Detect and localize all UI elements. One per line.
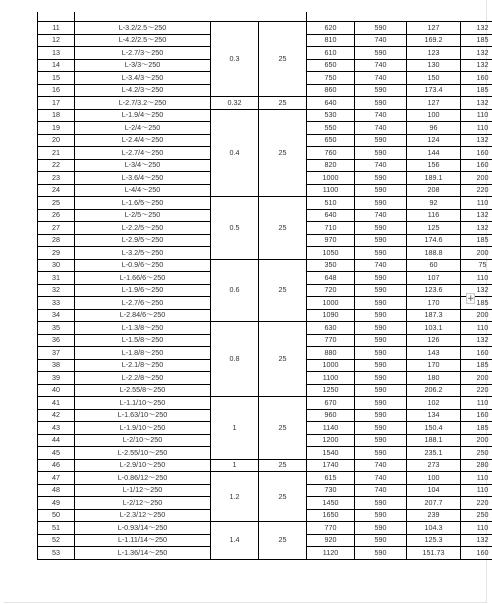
model-name-cell: L-1.63/10～250 — [75, 409, 211, 422]
model-name-cell: L-2.7/6～250 — [75, 297, 211, 310]
table-row — [38, 22, 492, 35]
value-3-cell: 102 — [407, 397, 461, 410]
value-1-cell: 1000 — [307, 172, 355, 185]
value-3-cell: 124 — [407, 134, 461, 147]
value-2-cell: 590 — [355, 47, 407, 60]
model-name-cell: L-2.9/5～250 — [75, 234, 211, 247]
row-number-cell: 13 — [38, 47, 75, 60]
model-name-cell: L-1.9/4～250 — [75, 109, 211, 122]
model-name-cell: L-4.2/3～250 — [75, 84, 211, 97]
row-number-cell: 31 — [38, 272, 75, 285]
value-4-cell: 110 — [461, 522, 492, 535]
value-3-cell: 207.7 — [407, 497, 461, 510]
value-1-cell: 1450 — [307, 497, 355, 510]
model-name-cell: L-3.4/3～250 — [75, 72, 211, 85]
value-4-cell: 185 — [461, 234, 492, 247]
model-name-cell: L-4.2/2.5～250 — [75, 34, 211, 47]
value-3-cell: 143 — [407, 347, 461, 360]
model-name-cell: L-1.5/8～250 — [75, 334, 211, 347]
value-4-cell: 200 — [461, 309, 492, 322]
value-3-cell: 126 — [407, 334, 461, 347]
model-name-cell: L-3.2/5～250 — [75, 247, 211, 260]
length-cell: 25 — [259, 322, 307, 397]
value-2-cell: 740 — [355, 159, 407, 172]
row-number-cell: 12 — [38, 34, 75, 47]
value-3-cell: 174.6 — [407, 234, 461, 247]
diameter-cell: 0.3 — [211, 22, 259, 97]
value-3-cell: 170 — [407, 297, 461, 310]
value-3-cell: 156 — [407, 159, 461, 172]
value-1-cell: 648 — [307, 272, 355, 285]
row-number-cell: 23 — [38, 172, 75, 185]
value-3-cell: 123 — [407, 47, 461, 60]
value-4-cell: 160 — [461, 347, 492, 360]
value-3-cell: 170 — [407, 359, 461, 372]
model-name-cell: L-0.86/12～250 — [75, 472, 211, 485]
value-2-cell: 590 — [355, 222, 407, 235]
model-name-cell: L-3/4～250 — [75, 159, 211, 172]
value-1-cell: 770 — [307, 334, 355, 347]
length-cell: 25 — [259, 459, 307, 472]
row-number-cell: 51 — [38, 522, 75, 535]
value-3-cell: 125.3 — [407, 534, 461, 547]
diameter-cell: 1 — [211, 397, 259, 460]
row-number-cell: 16 — [38, 84, 75, 97]
model-name-cell: L-2/5～250 — [75, 209, 211, 222]
value-2-cell: 590 — [355, 434, 407, 447]
value-2-cell: 590 — [355, 497, 407, 510]
row-number-cell: 19 — [38, 122, 75, 135]
row-number-cell: 39 — [38, 372, 75, 385]
length-cell: 25 — [259, 259, 307, 322]
row-number-cell: 14 — [38, 59, 75, 72]
model-name-cell: L-2.7/4～250 — [75, 147, 211, 160]
value-1-cell: 820 — [307, 159, 355, 172]
value-1-cell: 650 — [307, 134, 355, 147]
model-name-cell: L-4/4～250 — [75, 184, 211, 197]
model-name-cell: L-1/12～250 — [75, 484, 211, 497]
model-name-cell: L-2.55/10～250 — [75, 447, 211, 460]
value-3-cell: 150.4 — [407, 422, 461, 435]
value-1-cell: 650 — [307, 59, 355, 72]
value-3-cell: 187.3 — [407, 309, 461, 322]
model-name-cell: L-3.2/2.5～250 — [75, 22, 211, 35]
model-name-cell: L-2.55/8～250 — [75, 384, 211, 397]
value-1-cell: 750 — [307, 72, 355, 85]
model-name-cell: L-2.2/5～250 — [75, 222, 211, 235]
value-4-cell: 220 — [461, 384, 492, 397]
value-2-cell: 590 — [355, 184, 407, 197]
model-name-cell: L-2/10～250 — [75, 434, 211, 447]
value-1-cell: 960 — [307, 409, 355, 422]
value-4-cell: 220 — [461, 497, 492, 510]
value-2-cell: 740 — [355, 34, 407, 47]
value-1-cell: 810 — [307, 34, 355, 47]
value-1-cell: 1200 — [307, 434, 355, 447]
value-2-cell: 740 — [355, 59, 407, 72]
table-row — [38, 459, 492, 472]
value-3-cell: 188.8 — [407, 247, 461, 260]
model-name-cell: L-2.3/12～250 — [75, 509, 211, 522]
value-4-cell: 250 — [461, 447, 492, 460]
value-1-cell: 620 — [307, 22, 355, 35]
row-number-cell: 30 — [38, 259, 75, 272]
row-number-cell: 17 — [38, 97, 75, 110]
table-row — [38, 522, 492, 535]
value-4-cell: 280 — [461, 459, 492, 472]
value-3-cell: 60 — [407, 259, 461, 272]
length-cell: 25 — [259, 522, 307, 560]
spec-table — [37, 12, 492, 560]
value-1-cell: 640 — [307, 209, 355, 222]
value-2-cell: 590 — [355, 197, 407, 210]
value-1-cell: 770 — [307, 522, 355, 535]
value-2-cell: 590 — [355, 409, 407, 422]
value-3-cell: 107 — [407, 272, 461, 285]
value-1-cell: 610 — [307, 47, 355, 60]
value-3-cell: 144 — [407, 147, 461, 160]
value-1-cell: 1140 — [307, 422, 355, 435]
model-name-cell: L-1.9/10～250 — [75, 422, 211, 435]
model-name-cell: L-2.7/3.2～250 — [75, 97, 211, 110]
value-1-cell: 1090 — [307, 309, 355, 322]
value-3-cell: 123.6 — [407, 284, 461, 297]
value-4-cell: 200 — [461, 372, 492, 385]
value-2-cell: 740 — [355, 472, 407, 485]
value-3-cell: 188.1 — [407, 434, 461, 447]
table-row — [38, 97, 492, 110]
model-name-cell: L-2.1/8～250 — [75, 359, 211, 372]
row-number-cell: 29 — [38, 247, 75, 260]
value-2-cell: 590 — [355, 547, 407, 560]
row-number-cell: 42 — [38, 409, 75, 422]
value-1-cell: 970 — [307, 234, 355, 247]
value-3-cell: 273 — [407, 459, 461, 472]
diameter-cell: 0.32 — [211, 97, 259, 110]
value-2-cell: 590 — [355, 134, 407, 147]
value-2-cell: 740 — [355, 122, 407, 135]
model-name-cell: L-2/4～250 — [75, 122, 211, 135]
value-4-cell: 200 — [461, 434, 492, 447]
value-1-cell: 640 — [307, 97, 355, 110]
diameter-cell: 0.6 — [211, 259, 259, 322]
row-number-cell: 27 — [38, 222, 75, 235]
value-2-cell: 590 — [355, 334, 407, 347]
value-1-cell: 1000 — [307, 359, 355, 372]
value-2-cell: 590 — [355, 522, 407, 535]
value-2-cell: 590 — [355, 297, 407, 310]
value-1-cell: 1000 — [307, 297, 355, 310]
model-name-cell: L-1.9/6～250 — [75, 284, 211, 297]
value-1-cell: 720 — [307, 284, 355, 297]
value-4-cell: 132 — [461, 59, 492, 72]
diameter-cell: 0.5 — [211, 197, 259, 260]
add-button[interactable]: + — [467, 294, 475, 304]
spec-table-body — [38, 12, 492, 559]
value-4-cell: 160 — [461, 72, 492, 85]
row-number-cell: 36 — [38, 334, 75, 347]
value-1-cell: 920 — [307, 534, 355, 547]
value-3-cell: 104.3 — [407, 522, 461, 535]
value-2-cell: 740 — [355, 72, 407, 85]
value-1-cell: 1740 — [307, 459, 355, 472]
value-2-cell: 590 — [355, 147, 407, 160]
model-name-cell: L-1.3/8～250 — [75, 322, 211, 335]
value-1-cell: 1100 — [307, 372, 355, 385]
model-name-cell: L-3/3～250 — [75, 59, 211, 72]
value-3-cell: 100 — [407, 109, 461, 122]
value-2-cell: 740 — [355, 209, 407, 222]
value-2-cell: 590 — [355, 397, 407, 410]
model-name-cell: L-2/12～250 — [75, 497, 211, 510]
value-4-cell: 110 — [461, 322, 492, 335]
value-3-cell: 96 — [407, 122, 461, 135]
value-3-cell: 134 — [407, 409, 461, 422]
value-3-cell: 103.1 — [407, 322, 461, 335]
value-4-cell: 110 — [461, 472, 492, 485]
value-4-cell: 132 — [461, 209, 492, 222]
value-2-cell: 590 — [355, 272, 407, 285]
value-3-cell: 127 — [407, 22, 461, 35]
diameter-cell: 1 — [211, 459, 259, 472]
row-number-cell: 46 — [38, 459, 75, 472]
value-4-cell: 160 — [461, 547, 492, 560]
model-name-cell: L-0.93/14～250 — [75, 522, 211, 535]
model-name-cell: L-1.1/10～250 — [75, 397, 211, 410]
value-2-cell: 590 — [355, 359, 407, 372]
value-4-cell: 250 — [461, 509, 492, 522]
value-2-cell: 590 — [355, 447, 407, 460]
value-3-cell: 169.2 — [407, 34, 461, 47]
value-1-cell: 1050 — [307, 247, 355, 260]
value-3-cell: 239 — [407, 509, 461, 522]
value-4-cell: 132 — [461, 47, 492, 60]
row-number-cell: 15 — [38, 72, 75, 85]
value-2-cell: 590 — [355, 22, 407, 35]
length-cell: 25 — [259, 397, 307, 460]
value-3-cell: 206.2 — [407, 384, 461, 397]
row-number-cell: 24 — [38, 184, 75, 197]
value-2-cell: 590 — [355, 284, 407, 297]
row-number-cell: 32 — [38, 284, 75, 297]
value-4-cell: 132 — [461, 97, 492, 110]
value-1-cell: 1100 — [307, 184, 355, 197]
row-number-cell: 22 — [38, 159, 75, 172]
value-4-cell: 200 — [461, 172, 492, 185]
value-1-cell: 630 — [307, 322, 355, 335]
value-4-cell: 110 — [461, 109, 492, 122]
value-4-cell: 132 — [461, 334, 492, 347]
row-number-cell: 34 — [38, 309, 75, 322]
row-number-cell: 18 — [38, 109, 75, 122]
value-4-cell: 110 — [461, 272, 492, 285]
row-number-cell: 21 — [38, 147, 75, 160]
value-4-cell: 132 — [461, 284, 492, 297]
value-2-cell: 590 — [355, 509, 407, 522]
model-name-cell: L-2.2/8～250 — [75, 372, 211, 385]
value-4-cell: 160 — [461, 159, 492, 172]
row-number-cell: 28 — [38, 234, 75, 247]
value-2-cell: 590 — [355, 322, 407, 335]
value-2-cell: 590 — [355, 534, 407, 547]
value-4-cell: 132 — [461, 222, 492, 235]
row-number-cell: 40 — [38, 384, 75, 397]
value-3-cell: 100 — [407, 472, 461, 485]
value-3-cell: 235.1 — [407, 447, 461, 460]
length-cell: 25 — [259, 97, 307, 110]
row-number-cell: 35 — [38, 322, 75, 335]
table-row — [38, 197, 492, 210]
value-2-cell: 590 — [355, 372, 407, 385]
value-1-cell: 730 — [307, 484, 355, 497]
value-2-cell: 590 — [355, 247, 407, 260]
value-4-cell: 132 — [461, 534, 492, 547]
value-2-cell: 590 — [355, 384, 407, 397]
value-2-cell: 590 — [355, 234, 407, 247]
row-number-cell: 33 — [38, 297, 75, 310]
model-name-cell: L-2.84/6～250 — [75, 309, 211, 322]
model-name-cell: L-1.8/8～250 — [75, 347, 211, 360]
value-2-cell: 740 — [355, 484, 407, 497]
model-name-cell: L-1.11/14～250 — [75, 534, 211, 547]
value-1-cell: 880 — [307, 347, 355, 360]
value-4-cell: 220 — [461, 184, 492, 197]
length-cell: 25 — [259, 22, 307, 97]
diameter-cell: 1.2 — [211, 472, 259, 522]
row-number-cell: 43 — [38, 422, 75, 435]
value-4-cell: 132 — [461, 22, 492, 35]
value-1-cell: 710 — [307, 222, 355, 235]
value-3-cell: 180 — [407, 372, 461, 385]
row-number-cell: 41 — [38, 397, 75, 410]
row-number-cell: 49 — [38, 497, 75, 510]
value-2-cell: 590 — [355, 422, 407, 435]
table-row — [38, 259, 492, 272]
value-3-cell: 104 — [407, 484, 461, 497]
value-4-cell: 185 — [461, 422, 492, 435]
value-1-cell: 860 — [307, 84, 355, 97]
row-number-cell: 53 — [38, 547, 75, 560]
value-1-cell: 510 — [307, 197, 355, 210]
row-number-cell: 11 — [38, 22, 75, 35]
table-row — [38, 322, 492, 335]
model-name-cell: L-2.7/3～250 — [75, 47, 211, 60]
length-cell: 25 — [259, 472, 307, 522]
value-1-cell: 615 — [307, 472, 355, 485]
value-2-cell: 590 — [355, 84, 407, 97]
value-1-cell: 350 — [307, 259, 355, 272]
value-3-cell: 173.4 — [407, 84, 461, 97]
value-3-cell: 189.1 — [407, 172, 461, 185]
diameter-cell: 1.4 — [211, 522, 259, 560]
model-name-cell: L-1.6/5～250 — [75, 197, 211, 210]
value-4-cell: 185 — [461, 34, 492, 47]
model-name-cell: L-2.4/4～250 — [75, 134, 211, 147]
value-1-cell: 530 — [307, 109, 355, 122]
value-1-cell: 1250 — [307, 384, 355, 397]
value-3-cell: 130 — [407, 59, 461, 72]
value-4-cell: 110 — [461, 197, 492, 210]
value-3-cell: 127 — [407, 97, 461, 110]
value-4-cell: 110 — [461, 397, 492, 410]
diameter-cell: 0.8 — [211, 322, 259, 397]
value-3-cell: 125 — [407, 222, 461, 235]
row-number-cell: 47 — [38, 472, 75, 485]
value-3-cell: 92 — [407, 197, 461, 210]
value-2-cell: 740 — [355, 259, 407, 272]
table-row — [38, 109, 492, 122]
value-4-cell: 200 — [461, 247, 492, 260]
value-4-cell: 75 — [461, 259, 492, 272]
row-number-cell: 44 — [38, 434, 75, 447]
value-1-cell: 1120 — [307, 547, 355, 560]
value-2-cell: 590 — [355, 172, 407, 185]
row-number-cell: 50 — [38, 509, 75, 522]
length-cell: 25 — [259, 197, 307, 260]
model-name-cell: L-1.36/14～250 — [75, 547, 211, 560]
value-2-cell: 590 — [355, 347, 407, 360]
diameter-cell: 0.4 — [211, 109, 259, 197]
value-1-cell: 1540 — [307, 447, 355, 460]
value-4-cell: 185 — [461, 84, 492, 97]
row-number-cell: 37 — [38, 347, 75, 360]
value-3-cell: 151.73 — [407, 547, 461, 560]
row-number-cell: 20 — [38, 134, 75, 147]
value-3-cell: 208 — [407, 184, 461, 197]
value-4-cell: 185 — [461, 297, 492, 310]
table-row-partial-top — [38, 12, 492, 22]
value-3-cell: 150 — [407, 72, 461, 85]
row-number-cell: 45 — [38, 447, 75, 460]
model-name-cell: L-2.9/10～250 — [75, 459, 211, 472]
value-1-cell: 1650 — [307, 509, 355, 522]
model-name-cell: L-3.6/4～250 — [75, 172, 211, 185]
value-4-cell: 160 — [461, 147, 492, 160]
value-1-cell: 670 — [307, 397, 355, 410]
value-4-cell: 110 — [461, 484, 492, 497]
value-2-cell: 740 — [355, 459, 407, 472]
row-number-cell: 52 — [38, 534, 75, 547]
value-2-cell: 590 — [355, 97, 407, 110]
value-4-cell: 132 — [461, 134, 492, 147]
value-1-cell: 550 — [307, 122, 355, 135]
model-name-cell: L-0.9/6～250 — [75, 259, 211, 272]
value-2-cell: 590 — [355, 309, 407, 322]
table-row — [38, 397, 492, 410]
table-row — [38, 472, 492, 485]
row-number-cell: 48 — [38, 484, 75, 497]
length-cell: 25 — [259, 109, 307, 197]
row-number-cell: 26 — [38, 209, 75, 222]
value-2-cell: 740 — [355, 109, 407, 122]
model-name-cell: L-1.66/6～250 — [75, 272, 211, 285]
row-number-cell: 25 — [38, 197, 75, 210]
row-number-cell: 38 — [38, 359, 75, 372]
value-4-cell: 160 — [461, 409, 492, 422]
value-4-cell: 110 — [461, 122, 492, 135]
value-4-cell: 185 — [461, 359, 492, 372]
value-3-cell: 116 — [407, 209, 461, 222]
value-1-cell: 760 — [307, 147, 355, 160]
